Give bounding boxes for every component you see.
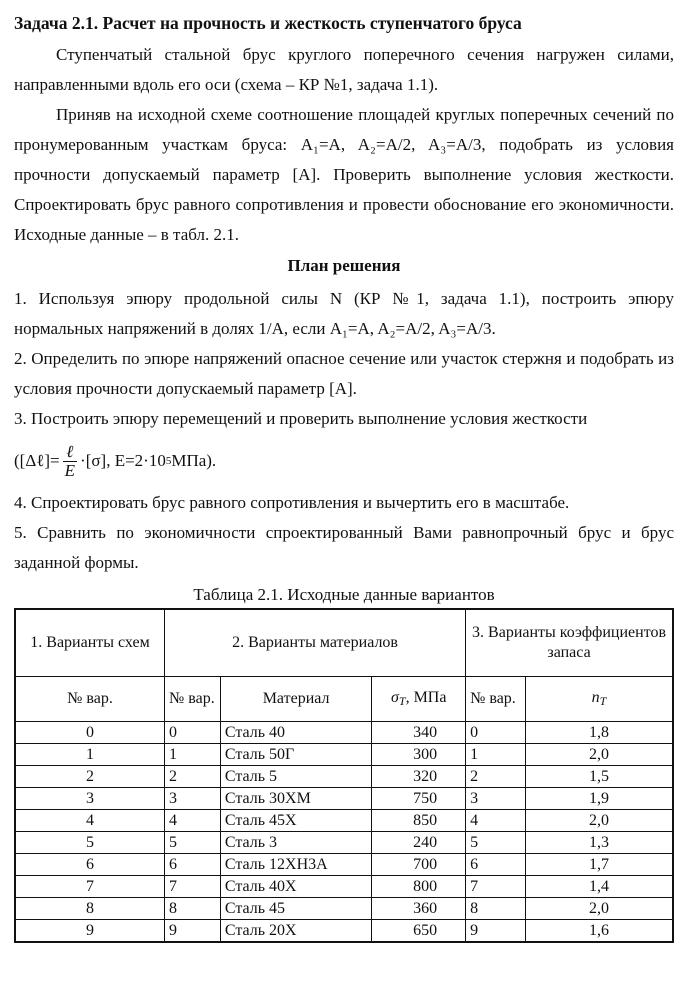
cell-coef-no: 1 <box>466 744 526 766</box>
cell-material: Сталь 40 <box>220 722 371 744</box>
table-body <box>15 722 673 943</box>
cell-scheme-no: 8 <box>15 898 165 920</box>
cell-yield-stress: 650 <box>372 920 466 943</box>
cell-scheme-no: 1 <box>15 744 165 766</box>
header-schemes: 1. Варианты схем <box>15 609 165 677</box>
formula-fraction <box>63 443 77 480</box>
variants-table <box>14 608 674 943</box>
table-row <box>15 854 673 876</box>
formula-open: ([Δℓ]= <box>14 451 60 470</box>
cell-scheme-no: 0 <box>15 722 165 744</box>
cell-material: Сталь 30ХМ <box>220 788 371 810</box>
cell-material-no: 7 <box>165 876 221 898</box>
header-coefficients: 3. Варианты коэффициентов запаса <box>466 609 673 677</box>
cell-material-no: 2 <box>165 766 221 788</box>
table-caption: Таблица 2.1. Исходные данные вариантов <box>193 585 495 604</box>
cell-yield-stress: 300 <box>372 744 466 766</box>
cell-material-no: 1 <box>165 744 221 766</box>
cell-coef-no: 5 <box>466 832 526 854</box>
cell-material-no: 4 <box>165 810 221 832</box>
plan-step-1: 1. Используя эпюру продольной силы N (КР №1, задача 1.1), построить эпюру нормальных напряжений в долях 1/A, если A₁=A, A₂=A/2, A₃=A/3. <box>14 289 674 338</box>
subheader-scheme-no: № вар. <box>15 677 165 722</box>
cell-safety-factor: 1,6 <box>525 920 673 943</box>
cell-material: Сталь 20Х <box>220 920 371 943</box>
cell-material: Сталь 45Х <box>220 810 371 832</box>
cell-safety-factor: 2,0 <box>525 898 673 920</box>
cell-material: Сталь 50Г <box>220 744 371 766</box>
sigma-unit: , МПа <box>405 688 447 706</box>
cell-scheme-no: 7 <box>15 876 165 898</box>
formula-exponent: 5 <box>165 455 172 467</box>
table-row <box>15 810 673 832</box>
n-subscript: T <box>599 693 607 708</box>
cell-yield-stress: 800 <box>372 876 466 898</box>
cell-material-no: 8 <box>165 898 221 920</box>
cell-yield-stress: 360 <box>372 898 466 920</box>
cell-coef-no: 2 <box>466 766 526 788</box>
cell-yield-stress: 340 <box>372 722 466 744</box>
cell-scheme-no: 3 <box>15 788 165 810</box>
cell-coef-no: 6 <box>466 854 526 876</box>
cell-scheme-no: 9 <box>15 920 165 943</box>
subheader-coef-no: № вар. <box>466 677 526 722</box>
cell-safety-factor: 1,8 <box>525 722 673 744</box>
plan-heading: План решения <box>287 256 401 275</box>
cell-safety-factor: 2,0 <box>525 744 673 766</box>
cell-coef-no: 7 <box>466 876 526 898</box>
cell-yield-stress: 320 <box>372 766 466 788</box>
plan-step-2: 2. Определить по эпюре напряжений опасное сечение или участок стержня и подобрать из условия прочности допускаемый параметр [A]. <box>14 349 674 398</box>
table-subheader-row <box>15 677 673 722</box>
formula-close: МПа). <box>171 451 217 470</box>
cell-safety-factor: 1,5 <box>525 766 673 788</box>
table-row <box>15 898 673 920</box>
cell-safety-factor: 1,3 <box>525 832 673 854</box>
cell-yield-stress: 240 <box>372 832 466 854</box>
subheader-material: Материал <box>220 677 371 722</box>
subheader-yield-stress <box>372 677 466 722</box>
table-row <box>15 744 673 766</box>
table-row <box>15 876 673 898</box>
formula-middle: ·[σ], E=2·10 <box>80 451 166 470</box>
cell-scheme-no: 6 <box>15 854 165 876</box>
cell-material-no: 5 <box>165 832 221 854</box>
cell-safety-factor: 1,9 <box>525 788 673 810</box>
cell-safety-factor: 1,4 <box>525 876 673 898</box>
plan-step-4: 4. Спроектировать брус равного сопротивления и вычертить его в масштабе. <box>14 493 570 512</box>
cell-scheme-no: 2 <box>15 766 165 788</box>
sigma-symbol: σ <box>390 688 399 706</box>
cell-material: Сталь 3 <box>220 832 371 854</box>
sigma-subscript: T <box>398 693 406 708</box>
subheader-material-no: № вар. <box>165 677 221 722</box>
task-title: Задача 2.1. Расчет на прочность и жесткость ступенчатого бруса <box>14 13 522 33</box>
cell-yield-stress: 850 <box>372 810 466 832</box>
cell-material: Сталь 40Х <box>220 876 371 898</box>
cell-yield-stress: 700 <box>372 854 466 876</box>
cell-material: Сталь 5 <box>220 766 371 788</box>
subheader-safety-factor <box>525 677 673 722</box>
cell-material-no: 6 <box>165 854 221 876</box>
cell-coef-no: 4 <box>466 810 526 832</box>
cell-scheme-no: 4 <box>15 810 165 832</box>
header-materials: 2. Варианты материалов <box>165 609 466 677</box>
table-row <box>15 722 673 744</box>
table-row <box>15 920 673 943</box>
plan-step-5: 5. Сравнить по экономичности спроектированный Вами равнопрочный брус и брус заданной формы. <box>14 523 674 572</box>
cell-safety-factor: 1,7 <box>525 854 673 876</box>
table-row <box>15 832 673 854</box>
cell-coef-no: 3 <box>466 788 526 810</box>
table-row <box>15 788 673 810</box>
formula-numerator: ℓ <box>66 441 74 461</box>
cell-coef-no: 9 <box>466 920 526 943</box>
cell-material-no: 9 <box>165 920 221 943</box>
cell-material-no: 3 <box>165 788 221 810</box>
stiffness-formula <box>14 434 674 488</box>
formula-denominator: E <box>64 460 76 480</box>
cell-material: Сталь 12ХН3А <box>220 854 371 876</box>
plan-step-3: 3. Построить эпюру перемещений и проверить выполнение условия жесткости <box>14 409 588 428</box>
cell-safety-factor: 2,0 <box>525 810 673 832</box>
document-page <box>14 10 674 943</box>
paragraph-intro: Ступенчатый стальной брус круглого поперечного сечения нагружен силами, направленными вдоль его оси (схема – КР №1, задача 1.1). <box>14 45 674 94</box>
cell-coef-no: 8 <box>466 898 526 920</box>
paragraph-task: Приняв на исходной схеме соотношение площадей круглых поперечных сечений по пронумерованным участкам бруса: A₁=A, A₂=A/2, A₃=A/3, подобрать из условия прочности допускаемый параметр [A]. Проверить выполнение условия жесткости. Спроектировать брус равного сопротивления и провести обоснование его экономичности. Исходные данные – в табл. 2.1. <box>14 105 674 244</box>
cell-scheme-no: 5 <box>15 832 165 854</box>
table-row <box>15 766 673 788</box>
n-symbol: n <box>591 688 600 706</box>
cell-yield-stress: 750 <box>372 788 466 810</box>
cell-material: Сталь 45 <box>220 898 371 920</box>
table-group-header-row <box>15 609 673 677</box>
cell-material-no: 0 <box>165 722 221 744</box>
cell-coef-no: 0 <box>466 722 526 744</box>
